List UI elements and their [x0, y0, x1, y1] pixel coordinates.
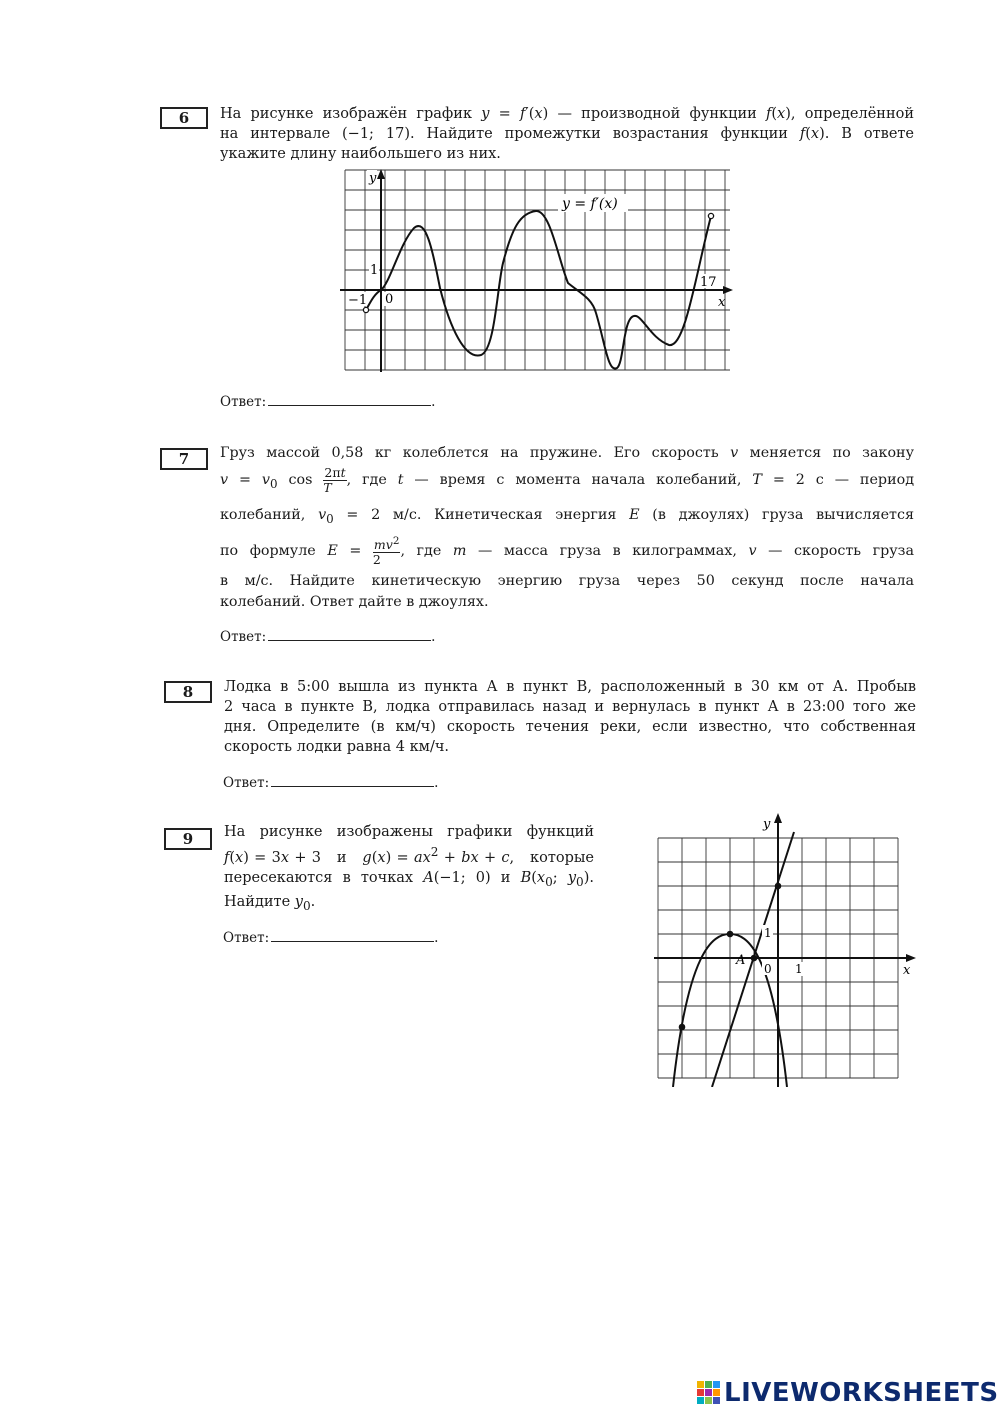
derivative-graph: [340, 168, 735, 373]
problem-8-line: 2 часа в пункте В, лодка отправилась назад и вернулась в пункт А в 23:00 того же: [224, 699, 916, 715]
problem-8-line: дня. Определите (в км/ч) скорость течения реки, если известно, что собственная: [224, 719, 916, 735]
liveworksheets-icon: [697, 1381, 721, 1405]
label-seventeen: 17: [700, 275, 717, 290]
problem-9-text: На рисунке изображены графики функций f(x) = 3x + 3 и $g(x) = ax^2$ + bx + c, которые пересекаются в точках A(−1; 0) и $B(x_0$; $y_0$). Найдите $y_0$.: [224, 824, 594, 913]
problem-6-text: На рисунке изображён график y = f′(x) — производной функции f(x), определённой на интервале (−1; 17). Найдите промежутки возрастания функции f(x). В ответе укажите длину наибольшего из них.: [220, 106, 915, 162]
problem-8-line: скорость лодки равна 4 км/ч.: [224, 739, 450, 755]
problem-8-line: Лодка в 5:00 вышла из пункта А в пункт В, расположенный в 30 км от А. Пробыв: [224, 679, 916, 695]
point-a-label: A: [736, 953, 746, 968]
brand-text: LIVEWORKSHEETS: [724, 1378, 999, 1408]
answer-label: Ответ:: [220, 629, 267, 645]
answer-line-9[interactable]: Ответ: .: [223, 930, 439, 946]
answer-blank[interactable]: [268, 393, 431, 406]
problem-number-6: 6: [160, 107, 208, 129]
answer-line-6[interactable]: Ответ: .: [220, 394, 436, 410]
answer-line-7[interactable]: Ответ: .: [220, 629, 436, 645]
label-minus-one: −1: [348, 293, 368, 308]
y-axis-label: y: [763, 817, 771, 832]
problem-number-9: 9: [164, 828, 212, 850]
y-axis-label: y: [369, 171, 377, 186]
curve-label: y = f′(x): [562, 196, 618, 212]
answer-blank[interactable]: [271, 929, 434, 942]
answer-label: Ответ:: [223, 775, 270, 791]
answer-line-8[interactable]: Ответ: .: [223, 775, 439, 791]
functions-graph: [640, 812, 925, 1087]
answer-blank[interactable]: [268, 628, 431, 641]
answer-blank[interactable]: [271, 774, 434, 787]
x-axis-label: x: [903, 963, 911, 978]
answer-label: Ответ:: [223, 930, 270, 946]
problem-8-text: [224, 677, 916, 757]
label-one-x: 1: [795, 962, 803, 976]
liveworksheets-logo[interactable]: [697, 1378, 999, 1408]
label-one: 1: [370, 263, 379, 278]
label-zero: 0: [385, 292, 394, 307]
label-zero: 0: [764, 962, 772, 976]
problem-7-text: Груз массой 0,58 кг колеблется на пружине. Его скорость v меняется по закону $v = v_0$ cos $\frac{2\pi t}{T}$ , где t — время с момента начала колебаний, T = 2 с — период колебаний, $v_0 = 2$ м/с. Кинетическая энергия E (в джоулях) груза вычисляется по формуле E = $\frac{mv^2}{2}$ , где m — масса груза в килограммах, v — скорость груза в м/с. Найдите кинетическую энергию груза через 50 секунд после начала колебаний. Ответ дайте в джоулях.: [220, 445, 915, 610]
x-axis-label: x: [718, 295, 726, 310]
label-one-y: 1: [764, 926, 772, 940]
problem-number-7: 7: [160, 448, 208, 470]
problem-number-8: 8: [164, 681, 212, 703]
answer-label: Ответ:: [220, 394, 267, 410]
